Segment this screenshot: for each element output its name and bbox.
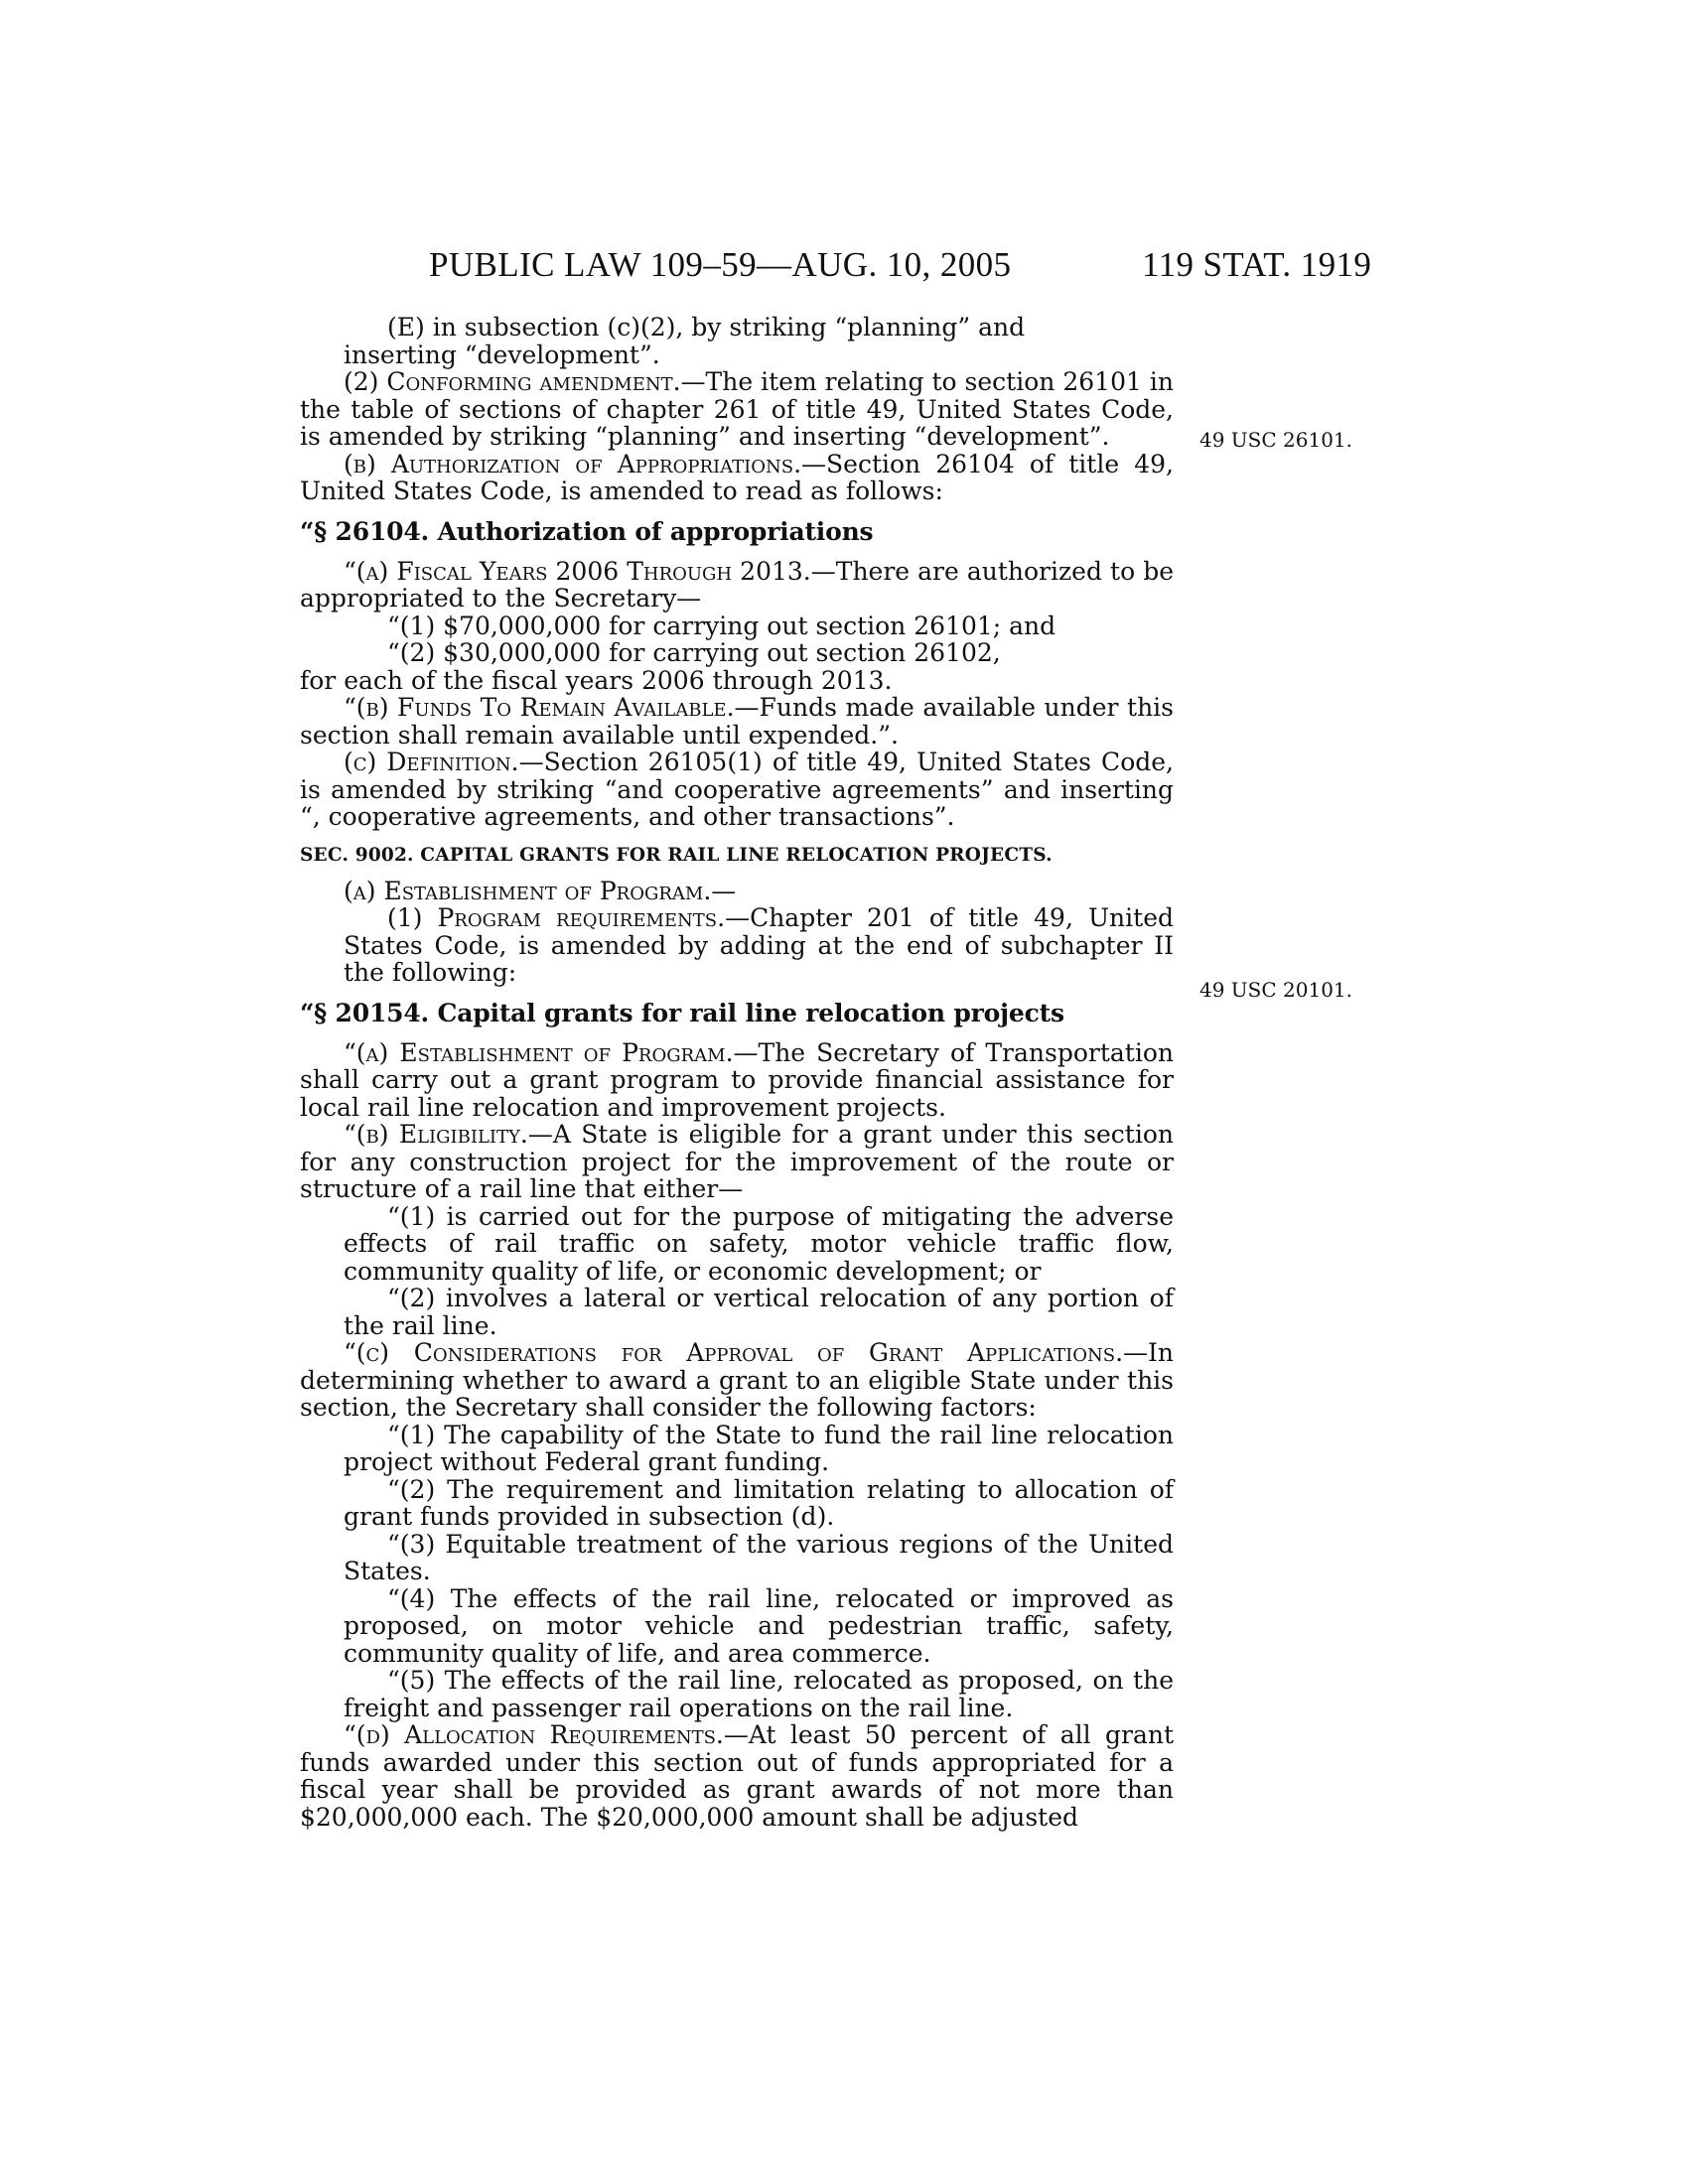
para-conforming-amendment <box>300 368 1174 451</box>
eligibility-text: —A State is eligible for a grant under this section for any construction project for the improvement of the route or structure of a rail line that either— <box>300 1120 1174 1203</box>
para-authorization <box>300 451 1174 505</box>
para-e-line1: (E) in subsection (c)(2), by striking “planning” and <box>387 313 1026 341</box>
para-considerations-2: “(2) The requirement and limitation relating to allocation of grant funds provided in subsection (d). <box>344 1474 1174 1531</box>
authorization-heading: (b) Authorization of Appropriations. <box>344 449 802 478</box>
para-eligibility-2: “(2) involves a lateral or vertical relocation of any portion of the rail line. <box>344 1284 1174 1340</box>
para-considerations-4: “(4) The effects of the rail line, relocated or improved as proposed, on motor vehicle and pedestrian traffic, safety, community quality of life, and area commerce. <box>344 1583 1174 1668</box>
page-body <box>300 314 1174 1831</box>
margin-note-usc-20101: 49 USC 20101. <box>1199 978 1353 1002</box>
para-eligibility-1: “(1) is carried out for the purpose of mitigating the adverse effects of rail traffic on safety, motor vehicle traffic flow, community quality of life, or economic development; or <box>344 1201 1174 1286</box>
sec-9002-title: SEC. 9002. CAPITAL GRANTS FOR RAIL LINE RELOCATION PROJECTS. <box>300 844 1053 866</box>
program-requirements-heading: (1) Program requirements. <box>387 903 726 932</box>
para-e-line2: inserting “development”. <box>344 340 660 369</box>
margin-note-usc-26101: 49 USC 26101. <box>1199 428 1353 452</box>
para-program-requirements <box>300 904 1174 987</box>
establishment-program-heading: “(a) Establishment of Program. <box>344 1037 734 1067</box>
establishment-heading: (a) Establishment of Program.— <box>344 876 737 905</box>
considerations-heading: “(c) Considerations for Approval of Grant Applications. <box>344 1338 1124 1367</box>
para-considerations-3: “(3) Equitable treatment of the various regions of the United States. <box>344 1529 1174 1585</box>
para-definition <box>300 749 1174 831</box>
funds-remain-text: —Funds made available under this section shall remain available until expended.”. <box>300 693 1174 750</box>
para-fiscal-item-2: “(2) $30,000,000 for carrying out section 26102, <box>387 638 1001 667</box>
section-20154-heading: “§ 20154. Capital grants for rail line relocation projects <box>300 998 1064 1027</box>
definition-heading: (c) Definition. <box>344 748 519 776</box>
page-header-stat: 119 STAT. 1919 <box>1142 245 1372 284</box>
fiscal-years-text: —There are authorized to be appropriated to the Secretary— <box>300 556 1174 613</box>
program-requirements-text: —Chapter 201 of title 49, United States Code, is amended by adding at the end of subchapter II the following: <box>344 903 1174 987</box>
para-considerations <box>300 1339 1174 1422</box>
fiscal-years-heading: “(a) Fiscal Years 2006 Through 2013. <box>344 556 811 586</box>
para-considerations-5: “(5) The effects of the rail line, relocated as proposed, on the freight and passenger rail operations on the rail line. <box>344 1666 1174 1722</box>
conforming-amendment-heading: (2) Conforming amendment. <box>344 367 681 396</box>
para-fiscal-years <box>300 558 1174 613</box>
para-allocation <box>300 1721 1174 1831</box>
para-e <box>300 314 1174 368</box>
section-26104-heading: “§ 26104. Authorization of appropriations <box>300 516 874 546</box>
allocation-text: —At least 50 percent of all grant funds awarded under this section out of funds appropriated for a fiscal year shall be provided as grant awards of not more than $20,000,000 each. The $20,000,000 amount shall be adjusted <box>300 1720 1174 1832</box>
conforming-amendment-text: —The item relating to section 26101 in the table of sections of chapter 261 of title 49, United States Code, is amended by striking “planning” and inserting “development”. <box>300 367 1174 451</box>
considerations-text: —In determining whether to award a grant to an eligible State under this section, the Secretary shall consider the following factors: <box>300 1338 1174 1422</box>
establishment-program-text: —The Secretary of Transportation shall carry out a grant program to provide financial assistance for local rail line relocation and improvement projects. <box>300 1037 1174 1122</box>
para-eligibility <box>300 1121 1174 1203</box>
para-funds-remain <box>300 694 1174 749</box>
funds-remain-heading: “(b) Funds To Remain Available. <box>344 693 735 722</box>
para-fiscal-tail: for each of the fiscal years 2006 through 2013. <box>300 665 893 695</box>
authorization-text: —Section 26104 of title 49, United States Code, is amended to read as follows: <box>300 449 1174 505</box>
allocation-heading: “(d) Allocation Requirements. <box>344 1720 724 1749</box>
para-fiscal-item-1: “(1) $70,000,000 for carrying out section 26101; and <box>387 611 1056 640</box>
para-considerations-1: “(1) The capability of the State to fund the rail line relocation project without Federal grant funding. <box>344 1420 1174 1476</box>
para-establishment-program <box>300 1039 1174 1122</box>
eligibility-heading: “(b) Eligibility. <box>344 1120 528 1149</box>
definition-text: —Section 26105(1) of title 49, United States Code, is amended by striking “and cooperative agreements” and inserting “, cooperative agreements, and other transactions”. <box>300 748 1174 831</box>
page-header-law: PUBLIC LAW 109–59—AUG. 10, 2005 <box>429 245 1012 284</box>
